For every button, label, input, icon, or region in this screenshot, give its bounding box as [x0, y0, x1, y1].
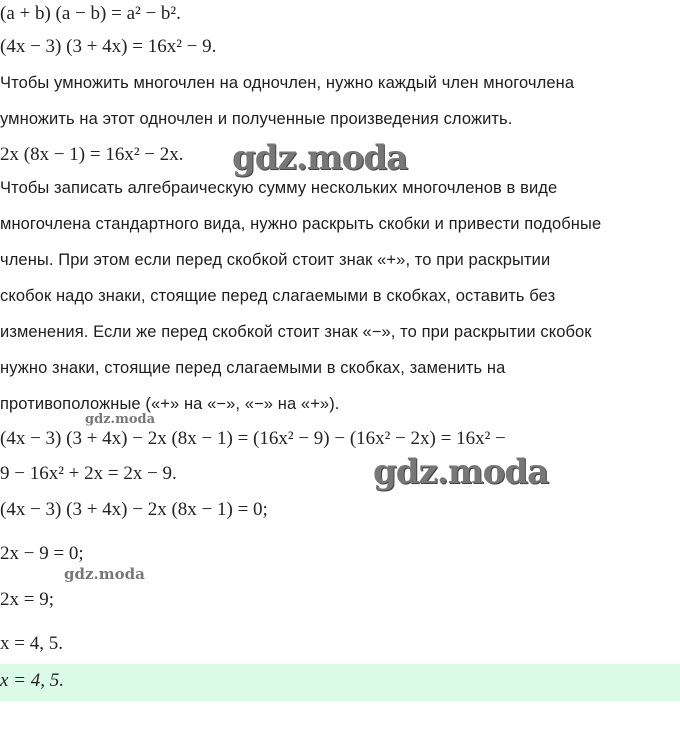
solution-step: (4x − 3) (3 + 4x) − 2x (8x − 1) = 0; [0, 499, 268, 520]
solution-step: 2x = 9; [0, 589, 54, 610]
watermark: gdz.moda [85, 412, 156, 427]
rule-text: умножить на этот одночлен и полученные произведения сложить. [0, 110, 513, 128]
solution-step: 9 − 16x² + 2x = 2x − 9. [0, 463, 177, 484]
formula-monomial-product: 2x (8x − 1) = 16x² − 2x. [0, 144, 184, 165]
rule-text: члены. При этом если перед скобкой стоит знак «+», то при раскрытии [0, 251, 551, 269]
solution-step: x = 4, 5. [0, 633, 63, 654]
watermark: gdz.moda [64, 565, 145, 583]
formula-difference-of-squares: (a + b) (a − b) = a² − b². [0, 3, 181, 24]
answer-text: x = 4, 5. [0, 670, 65, 691]
formula-product: (4x − 3) (3 + 4x) = 16x² − 9. [0, 36, 217, 57]
rule-text: Чтобы умножить многочлен на одночлен, нужно каждый член многочлена [0, 74, 575, 92]
rule-text: скобок надо знаки, стоящие перед слагаемыми в скобках, оставить без [0, 287, 556, 305]
solution-step: 2x − 9 = 0; [0, 543, 84, 564]
solution-step: (4x − 3) (3 + 4x) − 2x (8x − 1) = (16x² − 9) − (16x² − 2x) = 16x² − [0, 428, 506, 449]
rule-text: противоположные («+» на «−», «−» на «+»). [0, 395, 340, 413]
answer-highlight [0, 664, 680, 701]
rule-text: Чтобы записать алгебраическую сумму нескольких многочленов в виде [0, 179, 558, 197]
rule-text: многочлена стандартного вида, нужно раскрыть скобки и привести подобные [0, 215, 602, 233]
rule-text: изменения. Если же перед скобкой стоит знак «−», то при раскрытии скобок [0, 323, 592, 341]
watermark: gdz.moda [373, 452, 549, 492]
watermark: gdz.moda [232, 138, 408, 178]
rule-text: нужно знаки, стоящие перед слагаемыми в скобках, заменить на [0, 359, 506, 377]
